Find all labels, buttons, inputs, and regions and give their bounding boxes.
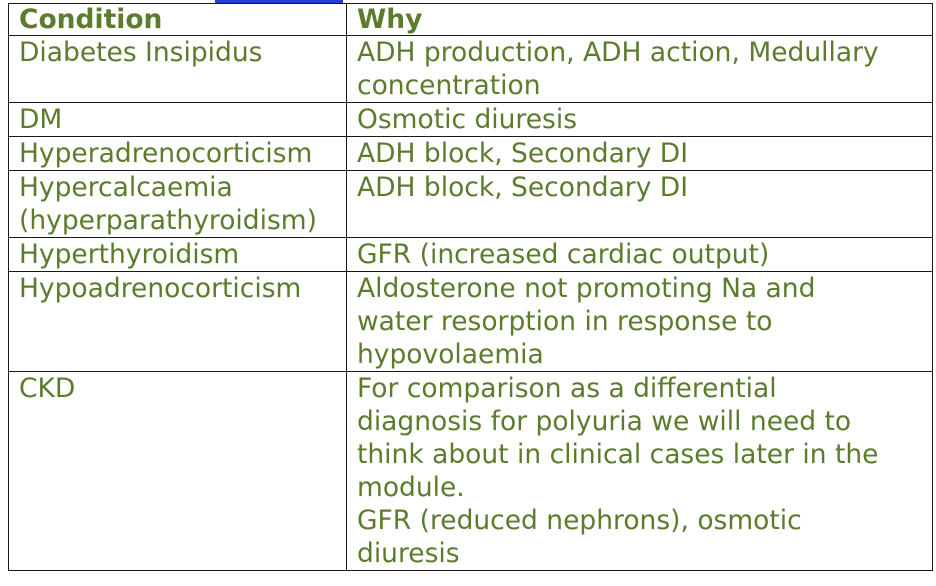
why-text: ADH production, ADH action, Medullary xyxy=(357,37,879,68)
table-row xyxy=(9,272,933,372)
why-cell xyxy=(347,171,933,238)
condition-cell xyxy=(9,171,347,238)
why-text: hypovolaemia xyxy=(357,339,544,370)
condition-text: Diabetes Insipidus xyxy=(19,37,263,68)
condition-table xyxy=(8,3,933,571)
condition-text: (hyperparathyroidism) xyxy=(19,205,317,236)
condition-cell xyxy=(9,137,347,171)
why-text: GFR (reduced nephrons), osmotic xyxy=(357,505,802,536)
condition-text: Hypoadrenocorticism xyxy=(19,273,302,304)
table-row xyxy=(9,372,933,571)
why-cell xyxy=(347,238,933,272)
condition-text: DM xyxy=(19,104,63,135)
why-text: GFR (increased cardiac output) xyxy=(357,239,770,270)
why-text: ADH block, Secondary DI xyxy=(357,138,689,169)
condition-cell xyxy=(9,36,347,103)
why-cell xyxy=(347,137,933,171)
why-text: For comparison as a differential xyxy=(357,373,777,404)
table-row xyxy=(9,36,933,103)
table-row xyxy=(9,238,933,272)
why-text: concentration xyxy=(357,70,541,101)
why-text: diagnosis for polyuria we will need to xyxy=(357,406,852,437)
header-condition: Condition xyxy=(9,4,347,36)
why-cell xyxy=(347,272,933,372)
why-text: diuresis xyxy=(357,538,460,569)
why-text: think about in clinical cases later in the xyxy=(357,439,879,470)
condition-cell xyxy=(9,103,347,137)
condition-text: Hyperthyroidism xyxy=(19,239,240,270)
why-cell xyxy=(347,36,933,103)
table-row xyxy=(9,137,933,171)
header-why: Why xyxy=(347,4,933,36)
condition-cell xyxy=(9,372,347,571)
why-cell xyxy=(347,103,933,137)
header-row xyxy=(9,4,933,36)
condition-cell xyxy=(9,272,347,372)
condition-text: CKD xyxy=(19,373,76,404)
why-cell xyxy=(347,372,933,571)
condition-text: Hyperadrenocorticism xyxy=(19,138,313,169)
table-row xyxy=(9,171,933,238)
condition-cell xyxy=(9,238,347,272)
why-text: module. xyxy=(357,472,465,503)
why-text: Osmotic diuresis xyxy=(357,104,578,135)
why-text: ADH block, Secondary DI xyxy=(357,172,689,203)
why-text: water resorption in response to xyxy=(357,306,773,337)
condition-text: Hypercalcaemia xyxy=(19,172,233,203)
why-text: Aldosterone not promoting Na and xyxy=(357,273,816,304)
table-row xyxy=(9,103,933,137)
